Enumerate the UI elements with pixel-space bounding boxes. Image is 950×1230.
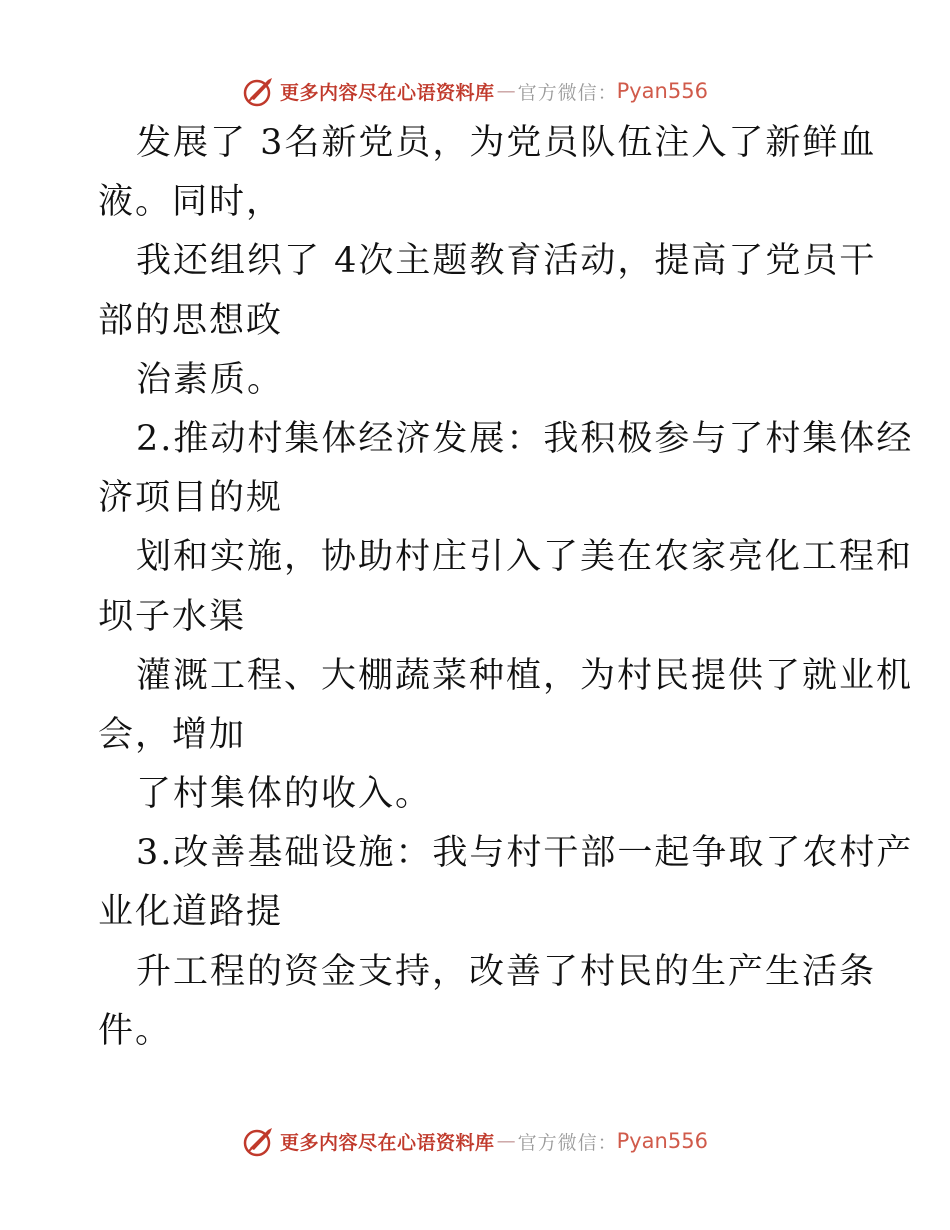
text-line: 了村集体的收入。: [136, 774, 433, 815]
text-line: 2.推动村集体经济发展：我积极参与了村集体经: [136, 418, 914, 459]
footer-wechat-id: Pyan556: [616, 1129, 708, 1153]
text-line: 划和实施，协助村庄引入了美在农家亮化工程和: [136, 537, 914, 578]
footer-separator: ：: [597, 1131, 617, 1154]
text-line: 我还组织了 4次主题教育活动，提高了党员干: [136, 241, 877, 282]
header-main-text: 更多内容尽在心语资料库: [280, 81, 495, 104]
text-line: 会，增加: [98, 714, 247, 755]
text-line: 件。: [98, 1010, 173, 1051]
text-line: 液。同时，: [98, 182, 284, 223]
footer-label: 官方微信: [517, 1131, 598, 1154]
text-line: 3.改善基础设施：我与村干部一起争取了农村产: [136, 833, 914, 874]
header-separator: ：: [597, 81, 617, 104]
quill-logo-icon: [242, 1124, 276, 1158]
footer-watermark: [0, 1124, 950, 1158]
text-line: 发展了 3名新党员，为党员队伍注入了新鲜血: [136, 123, 877, 163]
header-watermark: [0, 74, 950, 108]
header-dash: —: [496, 80, 516, 102]
header-wechat-id: Pyan556: [616, 79, 708, 103]
text-line: 部的思想政: [98, 300, 284, 341]
footer-main-text: 更多内容尽在心语资料库: [280, 1131, 495, 1154]
footer-dash: —: [496, 1130, 516, 1152]
text-line: 业化道路提: [98, 892, 284, 933]
text-line: 治素质。: [136, 359, 285, 400]
text-line: 济项目的规: [98, 478, 284, 519]
header-label: 官方微信: [517, 81, 598, 104]
text-line: 升工程的资金支持，改善了村民的生产生活条: [136, 951, 877, 992]
document-body: [98, 114, 914, 1061]
text-line: 坝子水渠: [98, 596, 247, 637]
quill-logo-icon: [242, 74, 276, 108]
text-line: 灌溉工程、大棚蔬菜种植，为村民提供了就业机: [136, 655, 914, 696]
